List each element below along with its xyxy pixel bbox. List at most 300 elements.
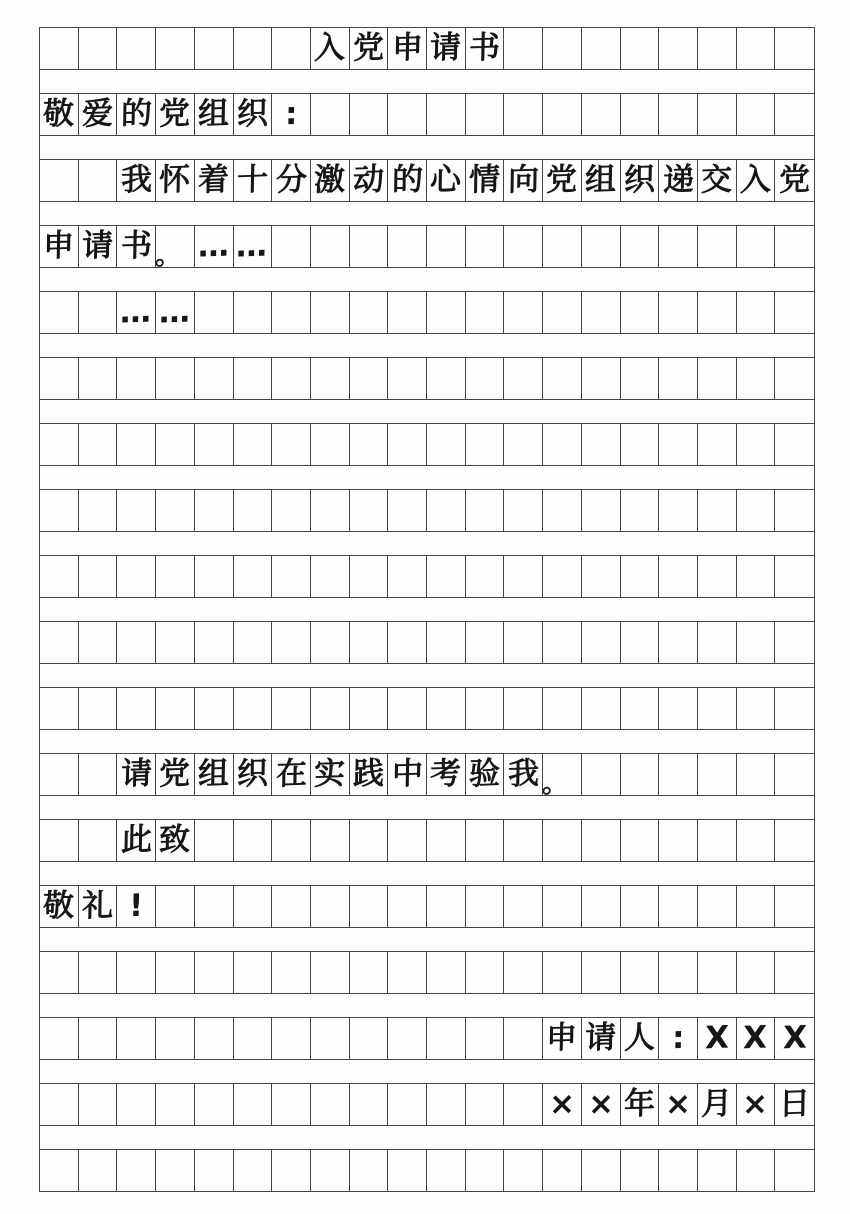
grid-row bbox=[40, 1017, 814, 1060]
grid-cell bbox=[582, 490, 621, 531]
handwritten-char: 敬 bbox=[43, 887, 75, 925]
handwritten-char: 验 bbox=[468, 755, 501, 793]
grid-cell bbox=[40, 622, 79, 663]
row-gap bbox=[40, 400, 814, 423]
grid-row bbox=[40, 1083, 814, 1126]
grid-cell bbox=[621, 754, 660, 795]
grid-cell bbox=[79, 28, 118, 69]
grid-cell bbox=[272, 820, 311, 861]
grid-cell bbox=[775, 1150, 814, 1191]
grid-cell bbox=[40, 886, 79, 927]
grid-cell bbox=[272, 424, 311, 465]
grid-row bbox=[40, 819, 814, 862]
grid-cell bbox=[466, 292, 505, 333]
grid-cell bbox=[40, 1018, 79, 1059]
grid-cell bbox=[40, 556, 79, 597]
grid-cell bbox=[350, 490, 389, 531]
grid-cell bbox=[582, 622, 621, 663]
grid-cell bbox=[272, 358, 311, 399]
grid-cell bbox=[543, 622, 582, 663]
grid-cell bbox=[621, 1084, 660, 1125]
grid-cell bbox=[195, 160, 234, 201]
row-gap bbox=[40, 796, 814, 819]
handwritten-char: 分 bbox=[275, 161, 307, 199]
grid-cell bbox=[621, 28, 660, 69]
grid-cell bbox=[466, 754, 505, 795]
grid-cell bbox=[117, 1018, 156, 1059]
grid-cell bbox=[775, 1018, 814, 1059]
grid-cell bbox=[272, 622, 311, 663]
row-gap bbox=[40, 862, 814, 885]
grid-cell bbox=[775, 226, 814, 267]
grid-cell bbox=[659, 94, 698, 135]
grid-cell bbox=[272, 886, 311, 927]
handwritten-char: 我 bbox=[120, 161, 153, 199]
grid-cell bbox=[311, 1084, 350, 1125]
row-gap bbox=[40, 664, 814, 687]
grid-cell bbox=[311, 952, 350, 993]
grid-cell bbox=[350, 820, 389, 861]
grid-cell bbox=[504, 1018, 543, 1059]
grid-cell bbox=[504, 820, 543, 861]
grid-cell bbox=[504, 292, 543, 333]
grid-cell bbox=[543, 1084, 582, 1125]
handwritten-char: X bbox=[782, 1019, 807, 1057]
grid-cell bbox=[156, 424, 195, 465]
grid-cell bbox=[311, 490, 350, 531]
grid-cell bbox=[698, 1150, 737, 1191]
grid-cell bbox=[272, 490, 311, 531]
row-gap bbox=[40, 268, 814, 291]
row-gap bbox=[40, 928, 814, 951]
grid-cell bbox=[156, 1018, 195, 1059]
grid-cell bbox=[582, 754, 621, 795]
grid-row bbox=[40, 93, 814, 136]
grid-cell bbox=[504, 94, 543, 135]
grid-cell bbox=[737, 622, 776, 663]
grid-cell bbox=[156, 94, 195, 135]
grid-cell bbox=[388, 226, 427, 267]
grid-cell bbox=[427, 688, 466, 729]
grid-cell bbox=[156, 688, 195, 729]
grid-row bbox=[40, 621, 814, 664]
grid-cell bbox=[311, 94, 350, 135]
grid-cell bbox=[582, 688, 621, 729]
grid-cell bbox=[504, 1084, 543, 1125]
grid-cell bbox=[543, 226, 582, 267]
grid-cell bbox=[659, 490, 698, 531]
grid-cell bbox=[388, 424, 427, 465]
handwritten-char: 向 bbox=[507, 161, 540, 199]
grid-cell bbox=[156, 358, 195, 399]
grid-cell bbox=[659, 820, 698, 861]
grid-cell bbox=[234, 952, 273, 993]
grid-cell bbox=[40, 1150, 79, 1191]
grid-cell bbox=[195, 952, 234, 993]
grid-cell bbox=[272, 754, 311, 795]
grid-cell bbox=[737, 226, 776, 267]
grid-cell bbox=[621, 490, 660, 531]
grid-cell bbox=[504, 622, 543, 663]
row-gap bbox=[40, 994, 814, 1017]
grid-cell bbox=[737, 1018, 776, 1059]
grid-cell bbox=[427, 622, 466, 663]
grid-cell bbox=[195, 1018, 234, 1059]
grid-cell bbox=[427, 424, 466, 465]
grid-cell bbox=[543, 1150, 582, 1191]
grid-cell bbox=[737, 556, 776, 597]
grid-cell bbox=[698, 1084, 737, 1125]
grid-cell bbox=[698, 358, 737, 399]
handwritten-char: 考 bbox=[430, 755, 462, 793]
handwritten-char: 的 bbox=[120, 95, 153, 133]
grid-cell bbox=[350, 358, 389, 399]
grid-cell bbox=[775, 94, 814, 135]
grid-cell bbox=[775, 622, 814, 663]
grid-cell bbox=[466, 424, 505, 465]
grid-cell bbox=[234, 886, 273, 927]
grid-cell bbox=[582, 226, 621, 267]
grid-cell bbox=[156, 952, 195, 993]
grid-row bbox=[40, 951, 814, 994]
grid-cell bbox=[117, 226, 156, 267]
grid-cell bbox=[466, 820, 505, 861]
handwritten-char: 织 bbox=[236, 95, 269, 133]
row-gap bbox=[40, 1060, 814, 1083]
grid-cell bbox=[388, 952, 427, 993]
grid-cell bbox=[659, 28, 698, 69]
grid-cell bbox=[234, 754, 273, 795]
grid-cell bbox=[156, 886, 195, 927]
grid-cell bbox=[698, 688, 737, 729]
grid-cell bbox=[156, 490, 195, 531]
handwritten-char: 的 bbox=[391, 161, 423, 199]
grid-cell bbox=[775, 490, 814, 531]
grid-cell bbox=[659, 886, 698, 927]
grid-cell bbox=[466, 358, 505, 399]
grid-cell bbox=[40, 820, 79, 861]
grid-cell bbox=[621, 820, 660, 861]
grid-cell bbox=[466, 1018, 505, 1059]
grid-cell bbox=[543, 94, 582, 135]
grid-cell bbox=[311, 160, 350, 201]
grid-cell bbox=[504, 226, 543, 267]
grid-cell bbox=[311, 556, 350, 597]
handwritten-char: : bbox=[284, 95, 298, 133]
grid-cell bbox=[350, 424, 389, 465]
grid-cell bbox=[659, 556, 698, 597]
grid-cell bbox=[195, 94, 234, 135]
grid-cell bbox=[311, 226, 350, 267]
grid-cell bbox=[156, 1150, 195, 1191]
grid-cell bbox=[659, 160, 698, 201]
grid-cell bbox=[272, 556, 311, 597]
grid-cell bbox=[117, 490, 156, 531]
grid-cell bbox=[234, 94, 273, 135]
grid-cell bbox=[541, 754, 582, 799]
grid-cell bbox=[582, 424, 621, 465]
handwritten-char: 心 bbox=[430, 161, 462, 199]
grid-cell bbox=[117, 886, 156, 927]
handwritten-char: 织 bbox=[236, 755, 269, 793]
handwritten-char: 此 bbox=[120, 821, 153, 859]
grid-cell bbox=[40, 292, 79, 333]
grid-cell bbox=[466, 952, 505, 993]
handwritten-char: 组 bbox=[584, 161, 617, 199]
handwritten-char: 怀 bbox=[159, 161, 191, 199]
grid-cell bbox=[737, 490, 776, 531]
handwritten-char: X bbox=[743, 1019, 768, 1057]
grid-cell bbox=[582, 952, 621, 993]
handwritten-char: 申 bbox=[391, 29, 423, 67]
grid-cell bbox=[311, 754, 350, 795]
handwritten-char: 党 bbox=[159, 95, 191, 133]
grid-cell bbox=[504, 754, 543, 795]
grid-cell bbox=[737, 94, 776, 135]
grid-cell bbox=[582, 160, 621, 201]
grid-cell bbox=[79, 1150, 118, 1191]
grid-cell bbox=[117, 556, 156, 597]
grid-cell bbox=[79, 820, 118, 861]
grid-cell bbox=[156, 754, 195, 795]
grid-cell bbox=[311, 28, 350, 69]
grid-cell bbox=[388, 1018, 427, 1059]
grid-cell bbox=[737, 160, 776, 201]
grid-cell bbox=[234, 226, 273, 267]
grid-cell bbox=[79, 226, 118, 267]
grid-cell bbox=[40, 952, 79, 993]
grid-cell bbox=[466, 622, 505, 663]
grid-cell bbox=[659, 952, 698, 993]
grid-cell bbox=[543, 28, 582, 69]
grid-cell bbox=[79, 622, 118, 663]
grid-cell bbox=[154, 226, 195, 271]
grid-cell bbox=[117, 1150, 156, 1191]
handwritten-char: 入 bbox=[313, 29, 346, 67]
grid-cell bbox=[621, 358, 660, 399]
grid-cell bbox=[79, 94, 118, 135]
grid-cell bbox=[388, 1084, 427, 1125]
grid-cell bbox=[775, 688, 814, 729]
grid-cell bbox=[350, 28, 389, 69]
grid-cell bbox=[350, 622, 389, 663]
grid-cell bbox=[775, 820, 814, 861]
grid-cell bbox=[621, 886, 660, 927]
grid-cell bbox=[427, 754, 466, 795]
grid-cell bbox=[388, 820, 427, 861]
grid-cell bbox=[659, 754, 698, 795]
grid-cell bbox=[272, 94, 311, 135]
handwritten-char: 日 bbox=[778, 1085, 811, 1123]
grid-cell bbox=[234, 358, 273, 399]
grid-cell bbox=[543, 886, 582, 927]
handwritten-char: × bbox=[587, 1085, 614, 1123]
handwritten-char: × bbox=[664, 1085, 692, 1123]
grid-cell bbox=[698, 886, 737, 927]
grid-cell bbox=[698, 94, 737, 135]
grid-cell bbox=[737, 1150, 776, 1191]
grid-cell bbox=[621, 1150, 660, 1191]
grid-cell bbox=[272, 160, 311, 201]
grid-cell bbox=[40, 754, 79, 795]
grid-cell bbox=[40, 688, 79, 729]
grid-cell bbox=[775, 754, 814, 795]
grid-cell bbox=[311, 1018, 350, 1059]
grid-row bbox=[40, 225, 814, 271]
grid-cell bbox=[195, 424, 234, 465]
grid-cell bbox=[775, 556, 814, 597]
grid-cell bbox=[504, 28, 543, 69]
grid-cell bbox=[195, 886, 234, 927]
grid-cell bbox=[195, 622, 234, 663]
handwritten-char: 十 bbox=[236, 161, 269, 199]
handwritten-char: … bbox=[119, 293, 153, 331]
grid-cell bbox=[466, 490, 505, 531]
grid-cell bbox=[272, 1018, 311, 1059]
grid-cell bbox=[350, 1084, 389, 1125]
grid-cell bbox=[234, 424, 273, 465]
grid-cell bbox=[621, 622, 660, 663]
grid-cell bbox=[427, 160, 466, 201]
grid-cell bbox=[543, 358, 582, 399]
grid-cell bbox=[40, 226, 79, 267]
grid-cell bbox=[272, 292, 311, 333]
handwritten-char: 请 bbox=[584, 1019, 617, 1057]
grid-cell bbox=[79, 886, 118, 927]
grid-row bbox=[40, 27, 814, 70]
row-gap bbox=[40, 730, 814, 753]
row-gap bbox=[40, 334, 814, 357]
grid-cell bbox=[466, 886, 505, 927]
handwritten-char: 在 bbox=[275, 755, 307, 793]
grid-cell bbox=[427, 358, 466, 399]
grid-cell bbox=[117, 754, 156, 795]
grid-cell bbox=[388, 622, 427, 663]
handwritten-char: 践 bbox=[352, 755, 385, 793]
grid-cell bbox=[775, 886, 814, 927]
grid-cell bbox=[582, 886, 621, 927]
grid-cell bbox=[272, 28, 311, 69]
grid-cell bbox=[659, 1018, 698, 1059]
grid-cell bbox=[621, 226, 660, 267]
grid-cell bbox=[311, 1150, 350, 1191]
grid-cell bbox=[427, 820, 466, 861]
grid-cell bbox=[79, 556, 118, 597]
grid-cell bbox=[234, 490, 273, 531]
grid-cell bbox=[195, 688, 234, 729]
grid-cell bbox=[272, 1150, 311, 1191]
grid-cell bbox=[311, 688, 350, 729]
grid-cell bbox=[234, 688, 273, 729]
grid-cell bbox=[350, 160, 389, 201]
grid-cell bbox=[698, 226, 737, 267]
grid-cell bbox=[698, 490, 737, 531]
grid-cell bbox=[737, 820, 776, 861]
grid-cell bbox=[504, 886, 543, 927]
grid-cell bbox=[659, 1084, 698, 1125]
handwritten-char: 党 bbox=[352, 29, 385, 67]
grid-cell bbox=[427, 94, 466, 135]
grid-cell bbox=[466, 1150, 505, 1191]
handwritten-char: 致 bbox=[159, 821, 191, 859]
grid-cell bbox=[621, 1018, 660, 1059]
grid-cell bbox=[388, 1150, 427, 1191]
grid-cell bbox=[388, 292, 427, 333]
grid-cell bbox=[272, 688, 311, 729]
grid-cell bbox=[117, 94, 156, 135]
grid-cell bbox=[311, 886, 350, 927]
grid-row bbox=[40, 423, 814, 466]
grid-row bbox=[40, 555, 814, 598]
handwritten-char: 交 bbox=[700, 161, 733, 199]
grid-cell bbox=[466, 160, 505, 201]
grid-cell bbox=[737, 886, 776, 927]
grid-row bbox=[40, 489, 814, 532]
handwritten-char: × bbox=[548, 1085, 576, 1123]
grid-cell bbox=[388, 358, 427, 399]
handwritten-char: 递 bbox=[662, 161, 694, 199]
grid-cell bbox=[311, 358, 350, 399]
grid-cell bbox=[427, 28, 466, 69]
handwritten-char: × bbox=[742, 1085, 769, 1123]
grid-cell bbox=[40, 160, 79, 201]
handwritten-char: 人 bbox=[623, 1019, 656, 1057]
grid-cell bbox=[156, 556, 195, 597]
row-gap bbox=[40, 598, 814, 621]
grid-cell bbox=[117, 1084, 156, 1125]
handwritten-char: 。 bbox=[154, 240, 182, 271]
grid-cell bbox=[117, 622, 156, 663]
handwritten-char: 动 bbox=[352, 161, 385, 199]
handwritten-char: 党 bbox=[546, 161, 578, 199]
handwritten-char: 申 bbox=[546, 1019, 578, 1057]
grid-cell bbox=[543, 1018, 582, 1059]
grid-cell bbox=[117, 820, 156, 861]
handwritten-char: 请 bbox=[81, 227, 114, 265]
handwritten-char: … bbox=[197, 227, 230, 265]
handwritten-char: 爱 bbox=[81, 95, 114, 133]
grid-row bbox=[40, 291, 814, 334]
grid-cell bbox=[388, 886, 427, 927]
grid-cell bbox=[659, 622, 698, 663]
grid-cell bbox=[427, 1084, 466, 1125]
handwritten-char: 组 bbox=[197, 95, 230, 133]
grid-cell bbox=[234, 28, 273, 69]
grid-cell bbox=[234, 1018, 273, 1059]
handwritten-char: 。 bbox=[541, 768, 569, 799]
grid-cell bbox=[40, 28, 79, 69]
grid-cell bbox=[156, 28, 195, 69]
grid-cell bbox=[388, 28, 427, 69]
handwritten-char: 组 bbox=[197, 755, 230, 793]
grid-cell bbox=[79, 424, 118, 465]
grid-cell bbox=[40, 94, 79, 135]
grid-cell bbox=[504, 952, 543, 993]
grid-cell bbox=[311, 622, 350, 663]
grid-cell bbox=[775, 952, 814, 993]
row-gap bbox=[40, 202, 814, 225]
grid-cell bbox=[350, 292, 389, 333]
grid-cell bbox=[698, 622, 737, 663]
grid-cell bbox=[698, 754, 737, 795]
grid-cell bbox=[388, 688, 427, 729]
grid-cell bbox=[466, 556, 505, 597]
handwritten-char: 书 bbox=[468, 29, 501, 67]
grid-cell bbox=[195, 490, 234, 531]
handwritten-char: 请 bbox=[120, 755, 153, 793]
grid-cell bbox=[388, 754, 427, 795]
grid-cell bbox=[234, 1084, 273, 1125]
